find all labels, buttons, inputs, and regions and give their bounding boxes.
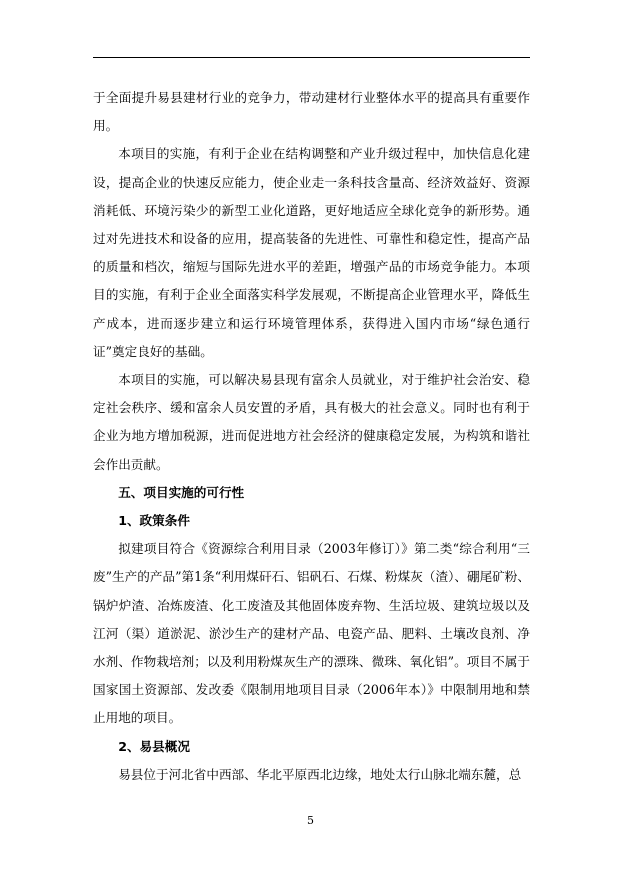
paragraph-policy: 拟建项目符合《资源综合利用目录（2003年修订）》第二类“综合利用“三废”生产的产品”第1条“利用煤矸石、铝矾石、石煤、粉煤灰（渣）、硼尾矿粉、锅炉炉渣、冶炼废渣、化工废渣及其他固体废弃物、生活垃圾、建筑垃圾以及江河（渠）道淤泥、淤沙生产的建材产品、电瓷产品、肥料、土壤改良剂、净水剂、作物栽培剂；以及利用粉煤灰生产的漂珠、微珠、氧化铝”。项目不属于国家国土资源部、发改委《限制用地项目目录（2006年本）》中限制用地和禁止用地的项目。 — [93, 541, 530, 726]
header-rule — [93, 57, 530, 58]
paragraph-continued: 于全面提升易县建材行业的竞争力，带动建材行业整体水平的提高具有重要作用。 — [93, 90, 530, 134]
subsection-heading-overview: 2、易县概况 — [118, 738, 190, 754]
paragraph-overview: 易县位于河北省中西部、华北平原西北边缘，地处太行山脉北端东麓，总 — [118, 766, 522, 782]
paragraph-project-benefits: 本项目的实施，有利于企业在结构调整和产业升级过程中，加快信息化建设，提高企业的快速反应能力，使企业走一条科技含量高、经济效益好、资源消耗低、环境污染少的新型工业化道路，更好地适应全球化竞争的新形势。通过对先进技术和设备的应用，提高装备的先进性、可靠性和稳定性，提高产品的质量和档次，缩短与国际先进水平的差距，增强产品的市场竞争能力。本项目的实施，有利于企业全面落实科学发展观，不断提高企业管理水平，降低生产成本，进而逐步建立和运行环境管理体系，获得进入国内市场“绿色通行证”奠定良好的基础。 — [93, 146, 530, 359]
document-body — [93, 84, 530, 789]
section-heading-feasibility: 五、项目实施的可行性 — [118, 484, 245, 500]
paragraph-social-benefits: 本项目的实施，可以解决易县现有富余人员就业，对于维护社会治安、稳定社会秩序、缓和富余人员安置的矛盾，具有极大的社会意义。同时也有利于企业为地方增加税源，进而促进地方社会经济的健康稳定发展，为构筑和谐社会作出贡献。 — [93, 372, 530, 472]
page-number: 5 — [307, 814, 314, 827]
subsection-heading-policy: 1、政策条件 — [118, 513, 190, 529]
